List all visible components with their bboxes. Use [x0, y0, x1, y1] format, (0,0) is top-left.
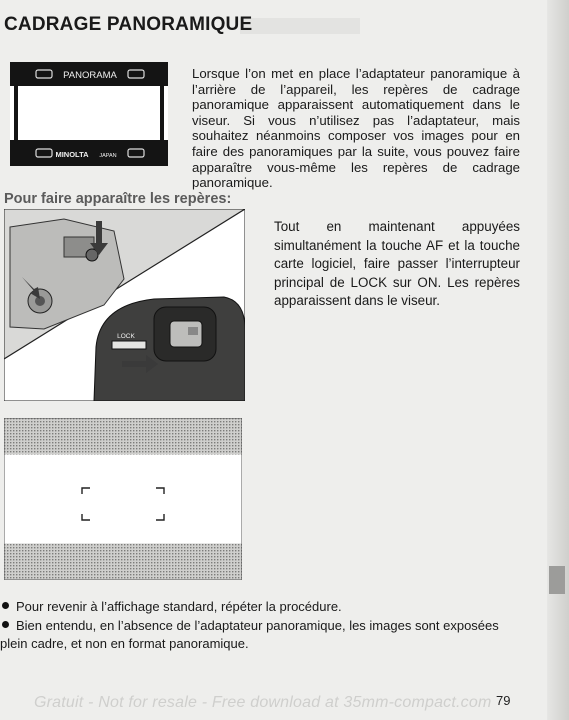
section-heading: Pour faire apparaître les repères: [4, 191, 232, 207]
panorama-adapter-illustration [10, 62, 168, 166]
adapter-brand-label: MINOLTA [55, 150, 89, 159]
notes-list [0, 598, 522, 654]
list-item [0, 598, 522, 617]
note-text: Pour revenir à l’affichage standard, répéter la procédure. [16, 599, 342, 614]
panorama-mask-top [5, 419, 242, 455]
section-tab-marker [549, 566, 565, 594]
bullet-icon [2, 602, 9, 609]
page-edge-shadow [547, 0, 569, 720]
camera-illustration [4, 209, 245, 401]
intro-paragraph: Lorsque l’on met en place l’adaptateur panoramique à l’arrière de l’appareil, les repères de cadrage panoramique apparaissent automatiquement dans le viseur. Si vous n’utilisez pas l’adaptateur, mais souhaitez néanmoins composer vos images pour en faire des panoramiques par la suite, vous pouvez faire apparaître vous-même les repères de cadrage panoramique. [192, 66, 520, 191]
panorama-mask-bottom [5, 544, 242, 580]
page-number: 79 [496, 693, 511, 708]
bullet-icon [2, 621, 9, 628]
note-text: Bien entendu, en l’absence de l’adaptateur panoramique, les images sont exposées plein cadre, et non en format panoramique. [0, 617, 499, 651]
adapter-origin-label: JAPAN [99, 153, 117, 159]
viewfinder-illustration [4, 418, 242, 580]
list-item [0, 617, 522, 654]
watermark-text: Gratuit - Not for resale - Free download at 35mm-compact.com [34, 694, 492, 711]
bleed-through-shadow [240, 18, 360, 34]
lock-switch-label: LOCK [117, 333, 135, 340]
page-title: CADRAGE PANORAMIQUE [4, 14, 253, 35]
instructions-paragraph: Tout en maintenant appuyées simultanément la touche AF et la touche carte logiciel, faire passer l’interrupteur principal de LOCK sur ON. Les repères apparaissent dans le viseur. [274, 219, 520, 309]
adapter-panorama-label: PANORAMA [63, 70, 117, 81]
